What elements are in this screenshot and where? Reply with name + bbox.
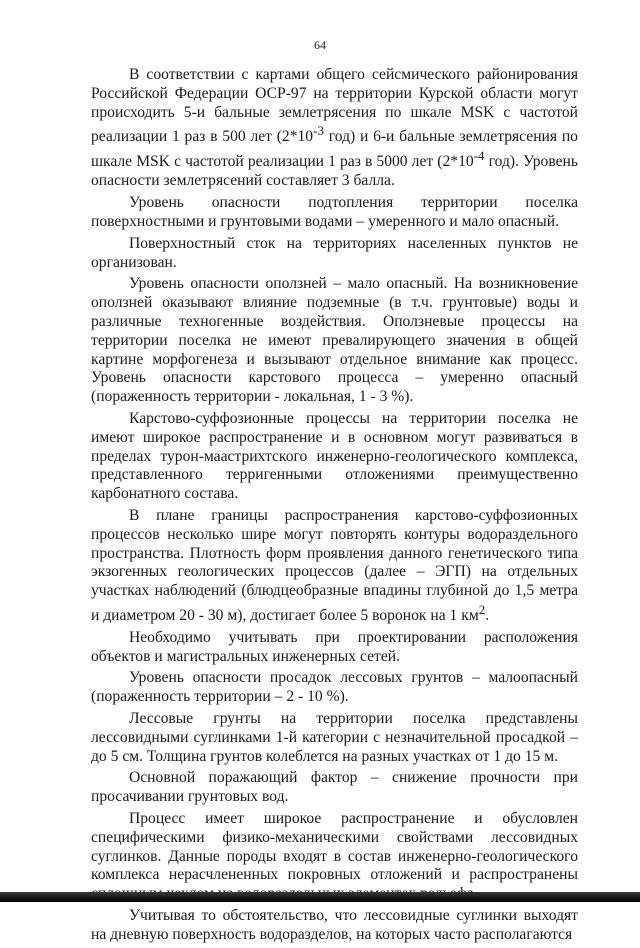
paragraph-karst-suffosion: Карстово-суффозионные процессы на территории поселка не имеют широкое распространение и в основном могут развиваться в пределах турон-маастрихтского инженерно-геологического комплекса, представленного терригенными отложениями преимущественно карбонатного состава. (91, 409, 578, 503)
paragraph-runoff: Поверхностный сток на территориях населенных пунктов не организован. (91, 234, 578, 271)
document-body (91, 66, 578, 948)
paragraph-landslides: Уровень опасности оползней – мало опасный. На возникновение оползней оказывают влияние подземные (в т.ч. грунтовые) воды и различные техногенные воздействия. Оползневые процессы на территории поселка не имеют превалирующего значения в общей картине морфогенеза и вызывают отдельное внимание как процесс. Уровень опасности карстового процесса – умеренно опасный (пораженность территории - локальная, 1 - 3 %). (91, 275, 578, 406)
paragraph-design-note: Необходимо учитывать при проектировании расположения объектов и магистральных инженерных сетей. (91, 628, 578, 665)
page-number: 64 (314, 38, 326, 52)
paragraph-process: Процесс имеет широкое распространение и обусловлен специфическими физико-механическими свойствами лессовидных суглинков. Данные породы входят в состав инженерно-геологического комплекса нерасчлененных покровных отложений и распространены (91, 810, 578, 884)
paragraph-text: В соответствии с картами общего сейсмического районирования Российской Федерации ОСР-97 на территории Курской области могут происходить 5-и бальные землетрясения по шкале MSK с частотой реализации 1 раз в 500 лет (2*10 (91, 66, 578, 146)
paragraph-text: год) и 6-и бальные землетрясения по шкале MSK с частотой реализации 1 раз в 5000 лет (2*10 (91, 128, 578, 171)
paragraph-flooding: Уровень опасности подтопления территории поселка поверхностными и грунтовыми водами – умеренного и мало опасный. (91, 194, 578, 230)
paragraph-text: . (485, 607, 490, 625)
paragraph-seismic (91, 66, 578, 191)
superscript: 2 (478, 601, 486, 617)
paragraph-damage-factor: Основной поражающий фактор – снижение прочности при просачивании грунтовых вод. (91, 769, 578, 806)
paragraph-loess-hazard: Уровень опасности просадок лессовых грунтов – малоопасный (пораженность территории – 2 - 10 %). (91, 669, 578, 706)
superscript: -3 (313, 123, 324, 139)
paragraph-loess-soils: Лессовые грунты на территории поселка представлены лессовидными суглинками 1-й категории с незначительной просадкой – до 5 см. Толщина грунтов колеблется на разных участках от 1 до 15 м. (91, 710, 578, 765)
superscript: -4 (473, 148, 485, 164)
scan-edge (0, 892, 640, 902)
paragraph-watersheds: Учитывая то обстоятельство, что лессовидные суглинки выходят на дневную поверхность водоразделов, на которых часто располагаются (91, 907, 578, 943)
paragraph-karst-boundaries (91, 507, 578, 626)
paragraph-text: год). Уровень опасности землетрясений составляет 3 балла. (91, 153, 578, 190)
paragraph-text: В плане границы распространения карстово-суффозионных процессов несколько шире могут повторять контуры водораздельного пространства. Плотность форм проявления данного генетического типа экзогенных геологических процессов (далее – ЭГП) на отдельных участках наблюдений (блюдцеобразные впадины глубиной до 1,5 метра и диаметром 20 - 30 м), достигает более 5 воронок на 1 км (91, 506, 578, 625)
